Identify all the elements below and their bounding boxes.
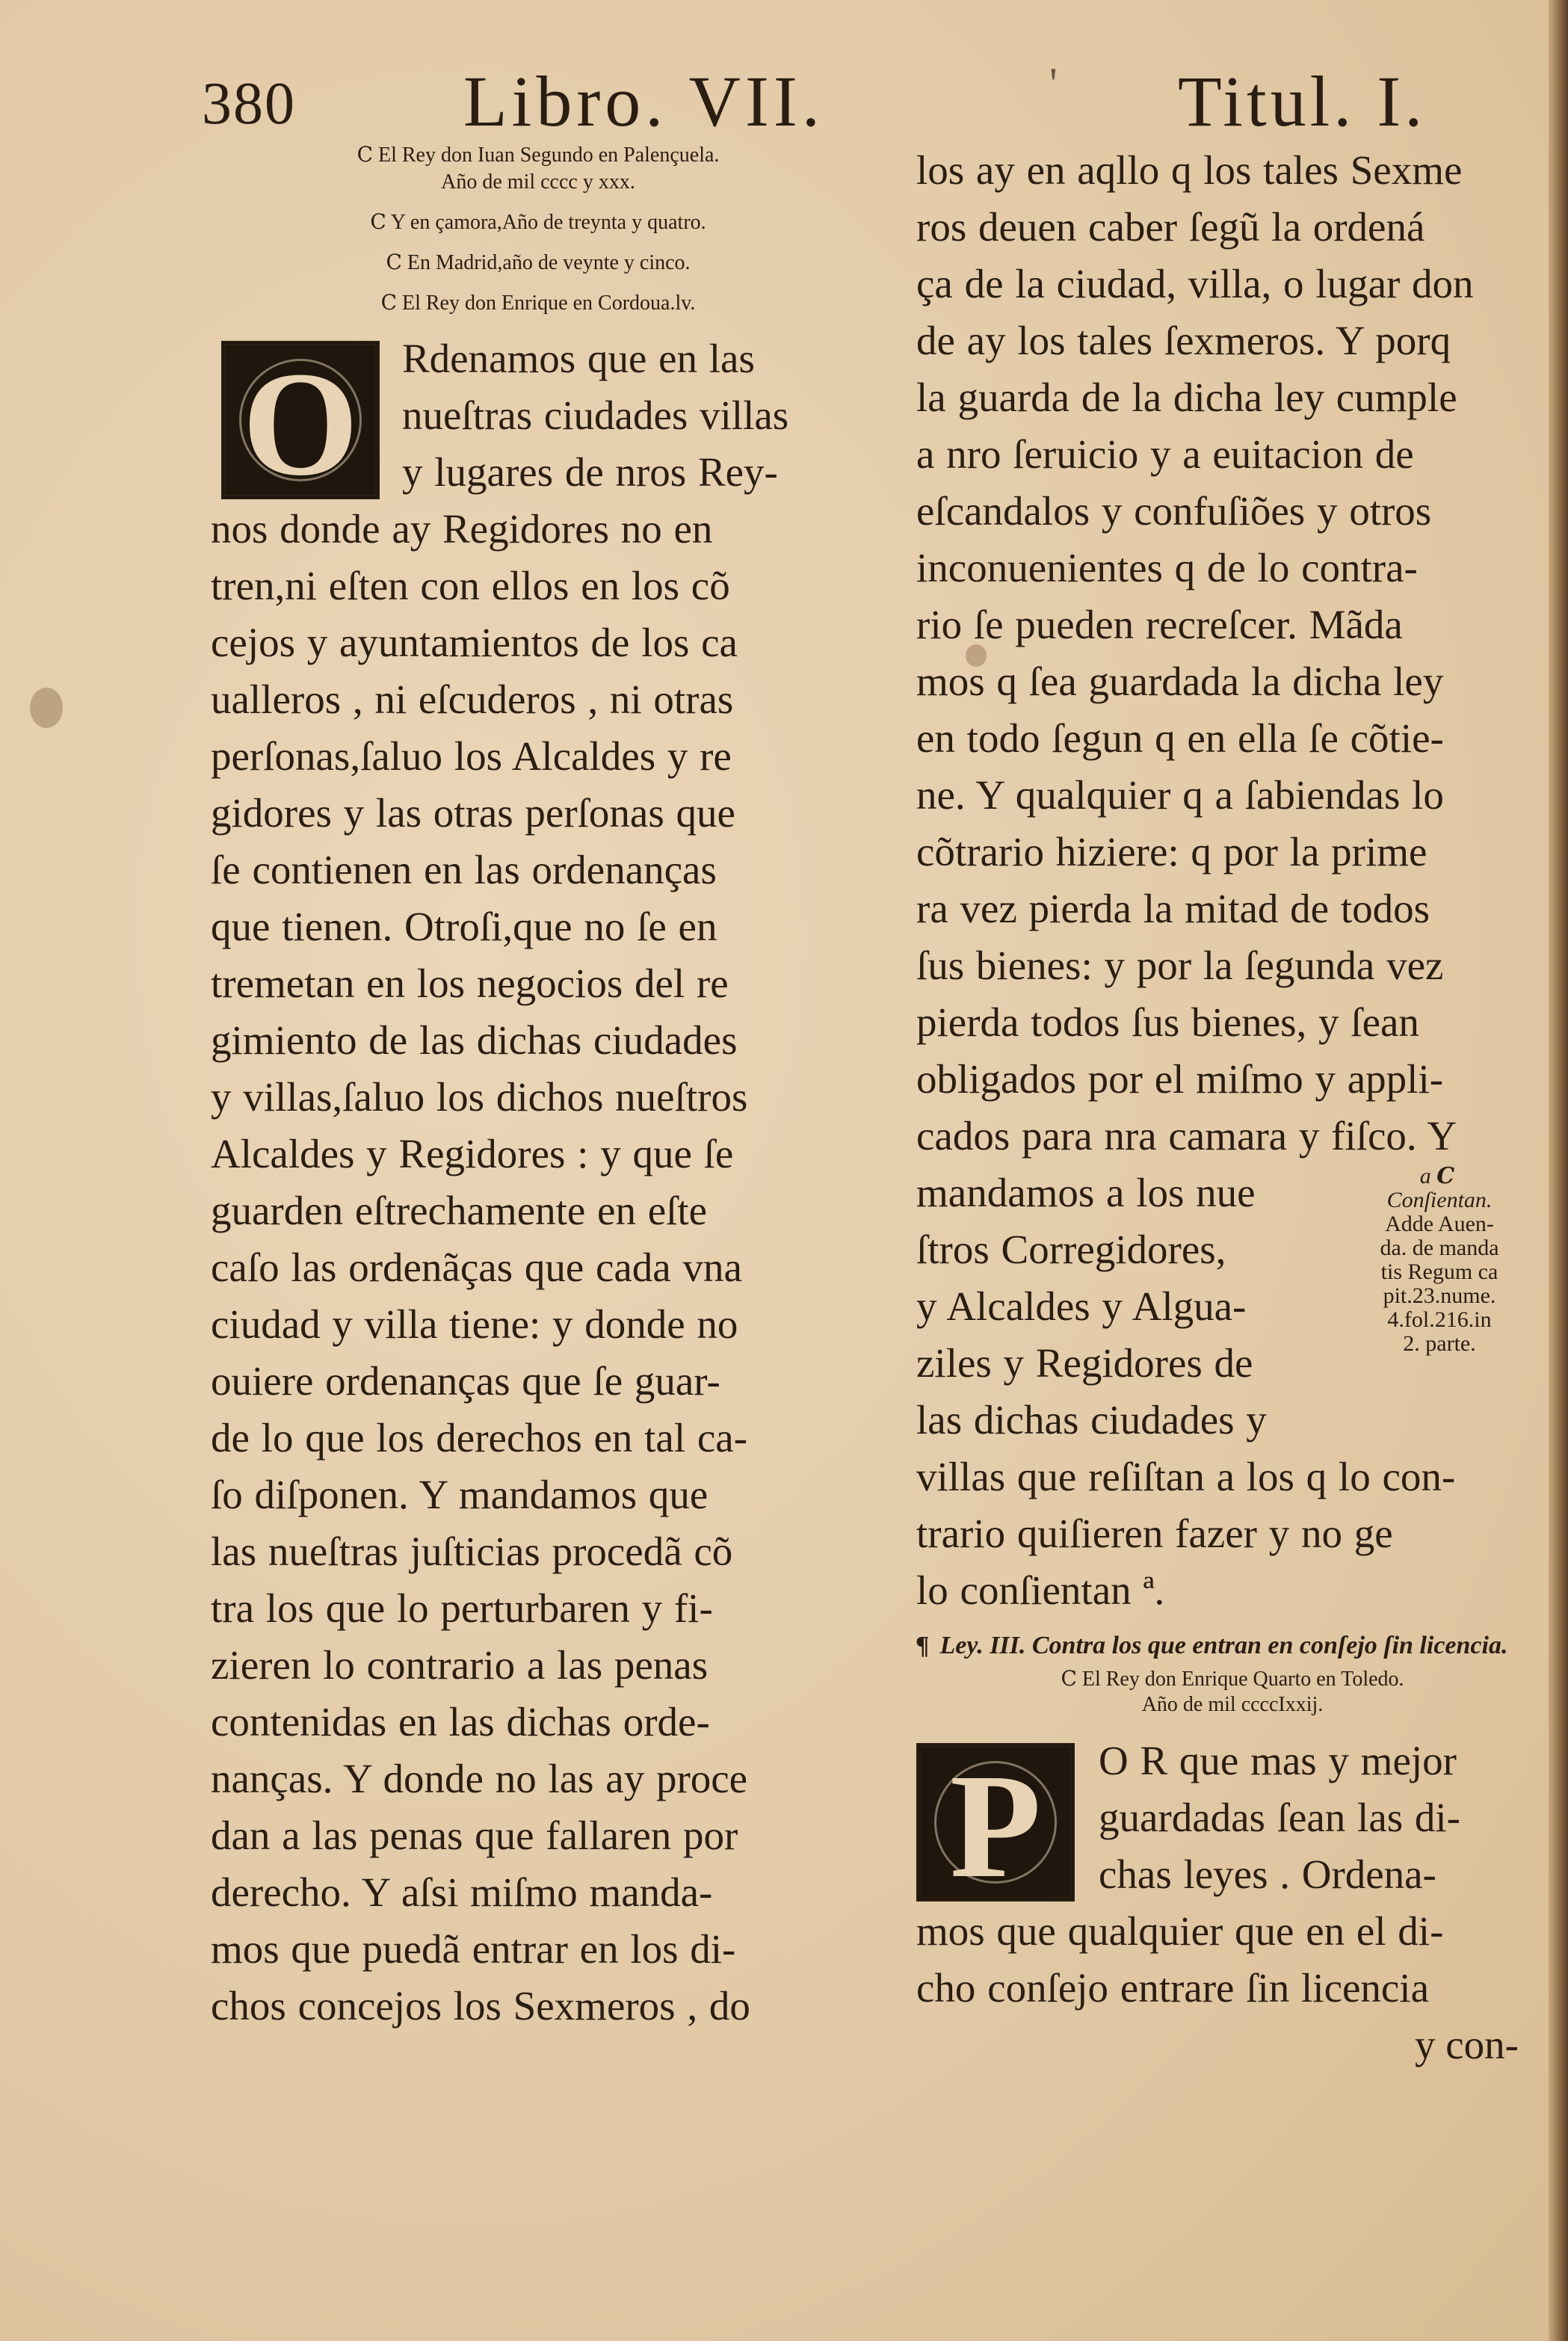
marginal-line: Conſientan.: [1386, 1188, 1493, 1212]
marginal-marker: a: [1419, 1164, 1431, 1188]
source-line: Año de mil ccccIxxij.: [1141, 1693, 1324, 1716]
source-line: Ⅽ El Rey don Iuan Segundo en Palençuela.: [356, 144, 720, 167]
source-line: Ⅽ En Madrid,año de veynte y cinco.: [386, 251, 691, 274]
left-column: [211, 142, 865, 2035]
text-line: ra vez pierda la mitad de todos: [916, 886, 1430, 931]
text-line: las dichas ciudades y: [916, 1397, 1267, 1443]
initial-block: [916, 1733, 1549, 1903]
source-line: Ⅽ Y en çamora,Año de treynta y quatro.: [370, 211, 706, 234]
body-text: [916, 1449, 1549, 1619]
marginal-lines: [1335, 1188, 1544, 1356]
law-heading: ¶ Ley. III. Contra los que entran en conſejo ſin licencia.: [916, 1632, 1508, 1659]
text-line: ziles y Regidores de: [916, 1340, 1253, 1386]
initial-lines: [402, 330, 865, 501]
text-line: cho conſejo entrare ſin licencia: [916, 1965, 1429, 2011]
text-line: ça de la ciudad, villa, o lugar don: [916, 261, 1474, 306]
running-header: [0, 52, 1549, 141]
text-line: chas leyes . Ordena-: [1099, 1851, 1436, 1897]
text-line: dan a las penas que fallaren por: [211, 1813, 738, 1858]
text-line: derecho. Y aſsi miſmo manda-: [211, 1869, 713, 1915]
text-line: rio ſe pueden recreſcer. Mãda: [916, 602, 1403, 647]
text-line: chos concejos los Sexmeros , do: [211, 1983, 750, 2029]
marginal-line: da. de manda: [1380, 1236, 1499, 1260]
text-line: villas que reſiſtan a los q lo con-: [916, 1454, 1456, 1499]
initial-ornament: [239, 359, 362, 481]
source-note: [211, 290, 865, 317]
text-line: de lo que los derechos en tal ca-: [211, 1415, 748, 1461]
initial-ornament: [934, 1761, 1057, 1884]
text-line: las nueſtras juſticias procedã cõ: [211, 1529, 733, 1574]
decorated-initial: O: [221, 341, 380, 499]
text-line: a nro ſeruicio y a euitacion de: [916, 431, 1414, 477]
text-line: ros deuen caber ſegũ la ordená: [916, 204, 1425, 250]
text-line: guarden eſtrechamente en eſte: [211, 1188, 708, 1233]
text-line: gidores y las otras perſonas que: [211, 790, 735, 836]
source-line: Año de mil cccc y xxx.: [441, 170, 635, 194]
marginal-line: 2. parte.: [1403, 1331, 1476, 1356]
source-note: [211, 250, 865, 277]
marginal-note: [1335, 1165, 1544, 1356]
text-line: pierda todos ſus bienes, y ſean: [916, 999, 1419, 1045]
text-line: la guarda de la dicha ley cumple: [916, 374, 1457, 420]
body-text: [211, 501, 865, 2035]
source-note: [211, 209, 865, 236]
text-line: y Alcaldes y Algua-: [916, 1283, 1247, 1329]
source-line: Ⅽ El Rey don Enrique Quarto en Toledo.: [1061, 1668, 1404, 1691]
text-line: ſo diſponen. Y mandamos que: [211, 1472, 709, 1517]
text-line: en todo ſegun q en ella ſe cõtie-: [916, 715, 1444, 761]
text-line: ciudad y villa tiene: y donde no: [211, 1301, 738, 1347]
source-notes: [211, 142, 865, 317]
text-line: O R que mas y mejor: [1099, 1738, 1457, 1783]
header-mark: ': [1049, 59, 1058, 108]
text-line: eſcandalos y confuſiões y otros: [916, 488, 1432, 534]
text-line: tremetan en los negocios del re: [211, 960, 729, 1006]
text-line: ouiere ordenanças que ſe guar-: [211, 1358, 720, 1404]
marginal-line: tis Regum ca: [1380, 1259, 1498, 1284]
text-line: de ay los tales ſexmeros. Y porq: [916, 318, 1451, 363]
source-line: Ⅽ El Rey don Enrique en Cordoua.lv.: [380, 292, 696, 315]
text-line: gimiento de las dichas ciudades: [211, 1017, 738, 1063]
text-line: nos donde ay Regidores no en: [211, 506, 713, 552]
right-column: [916, 142, 1549, 2073]
text-line: cejos y ayuntamientos de los ca: [211, 620, 738, 665]
body-text: [916, 142, 1549, 1165]
paragraph-mark-icon: ¶: [916, 1632, 929, 1659]
text-line: ſus bienes: y por la ſegunda vez: [916, 943, 1444, 988]
text-line: guardadas ſean las di-: [1099, 1795, 1461, 1840]
text-line: y lugares de nros Rey-: [402, 449, 778, 495]
text-line: y villas,ſaluo los dichos nueſtros: [211, 1074, 748, 1120]
text-line: ne. Y qualquier q a ſabiendas lo: [916, 772, 1444, 818]
body-text: [916, 1903, 1549, 2017]
text-line: que tienen. Otroſi,que no ſe en: [211, 904, 717, 949]
title-heading: Titul. I.: [1178, 61, 1427, 141]
text-line: ſe contienen en las ordenanças: [211, 847, 717, 892]
text-line: ualleros , ni eſcuderos , ni otras: [211, 676, 734, 722]
text-line: inconuenientes q de lo contra-: [916, 545, 1418, 590]
text-line: tra los que lo perturbaren y fi-: [211, 1585, 713, 1631]
text-line: ſtros Corregidores,: [916, 1227, 1226, 1272]
text-line: lo conſientan ª.: [916, 1567, 1165, 1613]
text-line: cõtrario hiziere: q por la prime: [916, 829, 1427, 875]
text-line: cados para nra camara y fiſco. Y: [916, 1113, 1457, 1159]
text-line: obligados por el miſmo y appli-: [916, 1056, 1444, 1102]
text-line: los ay en aqllo q los tales Sexme: [916, 147, 1463, 193]
source-note: [211, 142, 865, 196]
text-line: trario quiſieren fazer y no ge: [916, 1511, 1393, 1556]
text-line: mos que puedã entrar en los di-: [211, 1926, 736, 1972]
text-line: zieren lo contrario a las penas: [211, 1642, 709, 1688]
book-title: Libro. VII.: [463, 61, 824, 141]
initial-block: [211, 330, 865, 501]
text-line: mos que qualquier que en el di-: [916, 1908, 1444, 1954]
text-line: mos q ſea guardada la dicha ley: [916, 658, 1444, 704]
text-line: nanças. Y donde no las ay proce: [211, 1756, 748, 1801]
law-source: [916, 1667, 1549, 1718]
paper-stain: [30, 688, 63, 728]
initial-lines: [1099, 1733, 1555, 1903]
marginal-line: pit.23.nume.: [1383, 1283, 1496, 1308]
paragraph-mark-icon: Ⅽ: [1436, 1164, 1455, 1188]
decorated-initial: P: [916, 1743, 1075, 1902]
page-edge: [1549, 0, 1568, 2341]
text-line: tren,ni eſten con ellos en los cõ: [211, 563, 730, 608]
text-line: contenidas en las dichas orde-: [211, 1699, 710, 1745]
text-line: Alcaldes y Regidores : y que ſe: [211, 1131, 734, 1176]
text-line: caſo las ordenãças que cada vna: [211, 1244, 742, 1290]
marginal-line: Adde Auen-: [1385, 1212, 1494, 1236]
folio-number: 380: [202, 71, 296, 137]
text-line: Rdenamos que en las: [402, 336, 755, 381]
text-line: perſonas,ſaluo los Alcaldes y re: [211, 733, 732, 779]
catchword: y con-: [1415, 2022, 1519, 2067]
note-row: [916, 1165, 1549, 1449]
text-line: mandamos a los nue: [916, 1170, 1256, 1215]
marginal-line: 4.fol.216.in: [1387, 1307, 1492, 1332]
text-line: nueſtras ciudades villas: [402, 392, 789, 438]
